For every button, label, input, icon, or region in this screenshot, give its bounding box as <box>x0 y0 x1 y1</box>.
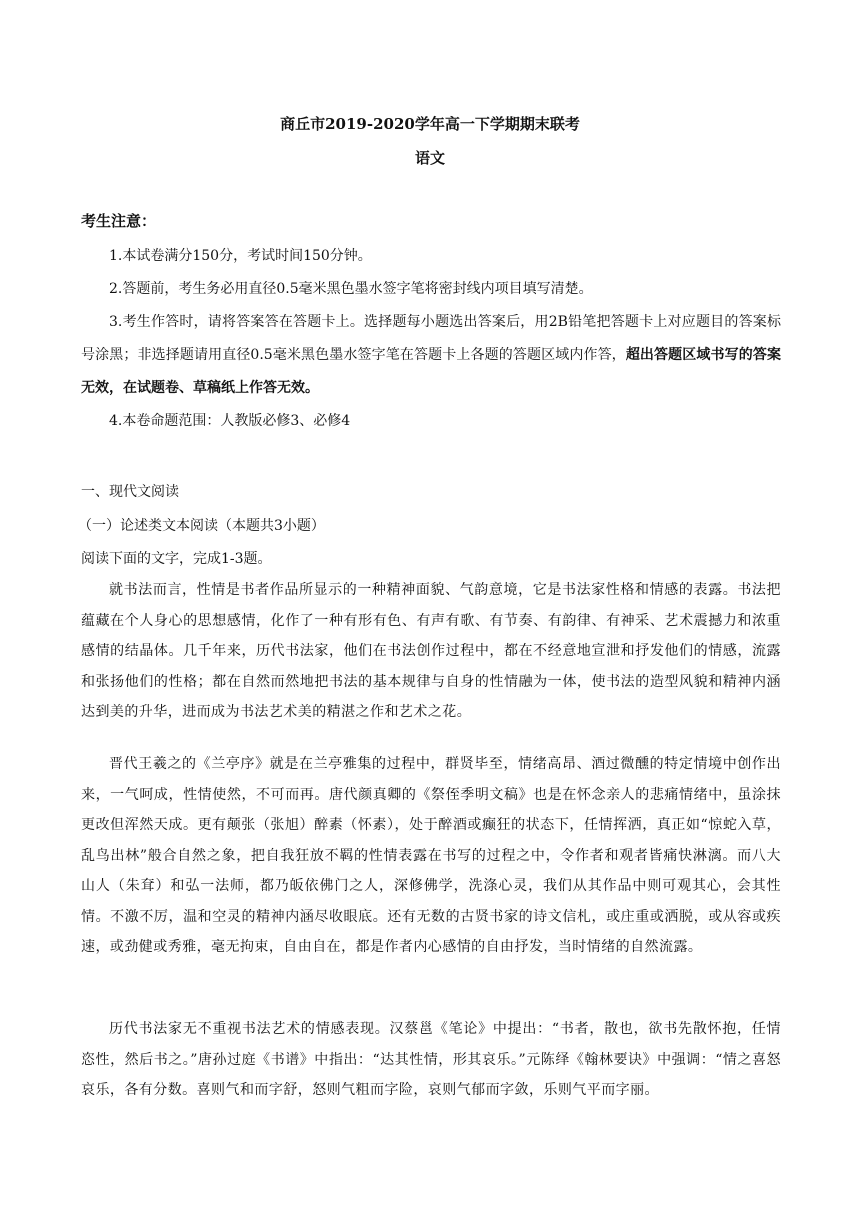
notice-item-3 <box>81 306 781 405</box>
exam-title: 商丘市2019-2020学年高一下学期期末联考 <box>280 115 580 133</box>
section-title: 一、现代文阅读 <box>81 484 179 500</box>
reading-instruction: 阅读下面的文字，完成1-3题。 <box>81 551 272 567</box>
notice-heading: 考生注意： <box>81 212 157 230</box>
passage-paragraph-3: 历代书法家无不重视书法艺术的情感表现。汉蔡邕《笔论》中提出：“书者，散也，欲书先散怀抱，任情恣性，然后书之。”唐孙过庭《书谱》中指出：“达其性情，形其哀乐。”元陈绎《翰林要诀》中强调：“情之喜怒哀乐，各有分数。喜则气和而字舒，怒则气粗而字险，哀则气郁而字敛，乐则气平而字丽。 <box>81 1021 781 1098</box>
notice-item-3-text: 3.考生作答时，请将答案答在答题卡上。选择题每小题选出答案后，用2B铅笔把答题卡上对应题目的答案标号涂黑；非选择题请用直径0.5毫米黑色墨水签字笔在答题卡上各题的答题区域内作答， <box>81 314 781 363</box>
subject-title: 语文 <box>414 149 445 167</box>
notice-item-2: 2.答题前，考生务必用直径0.5毫米黑色墨水签字笔将密封线内项目填写清楚。 <box>109 281 593 297</box>
subsection-title: （一）论述类文本阅读（本题共3小题） <box>78 518 325 534</box>
passage-paragraph-1: 就书法而言，性情是书者作品所显示的一种精神面貌、气韵意境，它是书法家性格和情感的表露。书法把蕴藏在个人身心的思想感情，化作了一种有形有色、有声有歌、有节奏、有韵律、有神采、艺术震撼力和浓重感情的结晶体。几千年来，历代书法家，他们在书法创作过程中，都在不经意地宣泄和抒发他们的情感，流露和张扬他们的性格；都在自然而然地把书法的基本规律与自身的性情融为一体，使书法的造型风貌和精神内涵达到美的升华，进而成为书法艺术美的精湛之作和艺术之花。 <box>81 582 781 720</box>
notice-item-3-bold-text: 超出答题区域书写的答案无效，在试题卷、草稿纸上作答无效。 <box>81 347 782 396</box>
notice-item-4: 4.本卷命题范围：人教版必修3、必修4 <box>109 413 351 429</box>
notice-item-1: 1.本试卷满分150分，考试时间150分钟。 <box>109 248 372 264</box>
passage-paragraph-2: 晋代王羲之的《兰亭序》就是在兰亭雅集的过程中，群贤毕至，情绪高昂、酒过微醺的特定情境中创作出来，一气呵成，性情使然，不可而再。唐代颜真卿的《祭侄季明文稿》也是在怀念亲人的悲痛情绪中，虽涂抹更改但浑然天成。更有颠张（张旭）醉素（怀素），处于醉酒或癫狂的状态下，任情挥洒，真正如“惊蛇入草，乱鸟出林”般合自然之象，把自我狂放不羁的性情表露在书写的过程之中，令作者和观者皆痛快淋漓。而八大山人（朱耷）和弘一法师，都乃皈依佛门之人，深修佛学，洗涤心灵，我们从其作品中则可观其心，会其性情。不激不厉，温和空灵的精神内涵尽收眼底。还有无数的古贤书家的诗文信札，或庄重或洒脱，或从容或疾速，或劲健或秀雅，毫无拘束，自由自在，都是作者内心感情的自由抒发，当时情绪的自然流露。 <box>81 756 781 955</box>
